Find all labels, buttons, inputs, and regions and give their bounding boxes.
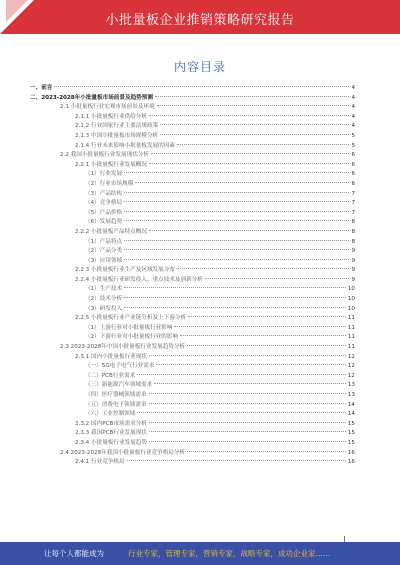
toc-leader-dots (135, 182, 349, 183)
toc-entry[interactable] (30, 381, 355, 391)
toc-entry-page: 10 (347, 286, 355, 293)
toc-entry-page: 11 (347, 344, 355, 351)
toc-entry-page: 16 (347, 449, 355, 456)
toc-leader-dots (124, 220, 349, 221)
toc-leader-dots (137, 412, 346, 413)
toc-entry-label: （1）生产技术 (85, 286, 123, 293)
toc-entry-page: 6 (351, 171, 355, 178)
toc-leader-dots (54, 86, 349, 87)
toc-entry-page: 16 (347, 459, 355, 466)
toc-entry-label: 二、2023-2028年小批量板市场前景及趋势预测 (30, 94, 153, 101)
toc-entry[interactable] (30, 84, 355, 94)
toc-entry-label: （二）PCB行业需求 (85, 372, 136, 379)
toc-leader-dots (149, 422, 346, 423)
toc-entry[interactable] (30, 372, 355, 382)
footer-slogan-right: 行业专家，管理专家，营销专家，战略专家，成功企业家…… (128, 549, 331, 558)
toc-leader-dots (124, 297, 346, 298)
toc-leader-dots (124, 307, 346, 308)
toc-entry-label: 2.3.2 国内PCB市场需求分析 (75, 420, 147, 427)
toc-entry-page: 9 (351, 248, 355, 255)
toc-entry-page: 4 (351, 85, 355, 91)
toc-entry[interactable] (30, 314, 355, 324)
toc-leader-dots (149, 230, 349, 231)
toc-entry[interactable] (30, 170, 355, 180)
toc-entry-label: 2.4 2023-2028年我国小批量板行业竞争格局分析 (60, 449, 186, 456)
toc-leader-dots (187, 451, 346, 452)
toc-entry-label: （3）产品结构 (85, 190, 123, 197)
toc-entry[interactable] (30, 439, 355, 449)
toc-entry[interactable] (30, 142, 355, 152)
toc-entry-label: 2.1.3 中国小批量板市场规模分析 (75, 132, 159, 139)
toc-leader-dots (180, 335, 346, 336)
toc-leader-dots (160, 134, 349, 135)
toc-entry[interactable] (30, 247, 355, 257)
toc-entry-page: 9 (351, 257, 355, 264)
toc-entry-label: 2.3 2023-2028年中国小批量板行业发展趋势分析 (60, 344, 186, 351)
header-bar (0, 0, 400, 34)
toc-entry-page: 10 (347, 296, 355, 303)
toc-entry-page: 14 (347, 401, 355, 408)
toc-entry[interactable] (30, 228, 355, 238)
toc-entry[interactable] (30, 305, 355, 315)
toc-entry-page: 6 (351, 180, 355, 187)
toc-leader-dots (149, 393, 346, 394)
toc-leader-dots (151, 153, 349, 154)
toc-entry-label: （1）行业发展 (85, 171, 123, 178)
toc-leader-dots (154, 383, 346, 384)
toc-entry-page: 13 (347, 392, 355, 398)
toc-leader-dots (149, 115, 349, 116)
toc-entry-label: 2.2.3 小批量板行业生产及区域发展分布 (75, 267, 175, 274)
toc-entry-label: （三）新能源汽车领域需求 (85, 382, 153, 389)
toc-entry-page: 12 (347, 363, 355, 370)
toc-leader-dots (174, 326, 345, 327)
toc-entry-page: 9 (351, 276, 355, 283)
toc-entry[interactable] (30, 113, 355, 123)
toc-entry-label: 2.4.1 行业竞争格局 (75, 459, 125, 466)
toc-entry-label: （2）技术分析 (85, 296, 123, 303)
toc-entry-label: （六）工业控制领域 (85, 411, 136, 418)
toc-entry-page: 7 (351, 190, 355, 197)
toc-entry-label: 2.2.4 小批量板行业研发投入、重点技术及创新分析 (75, 276, 203, 283)
toc-entry-page: 7 (351, 209, 355, 216)
toc-entry-label: （5）产品价格 (85, 209, 123, 216)
toc-entry-page: 15 (347, 439, 355, 446)
toc-entry-page: 8 (351, 238, 355, 245)
toc-entry-page: 4 (351, 104, 355, 111)
toc-entry-label: 2.2.2 小批量板产品特点概况 (75, 228, 147, 235)
footer-bar (0, 542, 400, 565)
toc-entry-page: 6 (351, 161, 355, 168)
toc-entry-page: 7 (351, 200, 355, 207)
toc-entry-label: （2）产品分类 (85, 248, 123, 255)
toc-entry[interactable] (30, 362, 355, 372)
toc-entry-label: （2）下游行业对小批量板行业的影响 (85, 334, 179, 341)
footer-slogan-left: 让每个人都能成为 (44, 549, 104, 558)
toc-entry-label: 2.3.3 我国PCB行业发展现状 (75, 430, 147, 437)
toc-leader-dots (124, 259, 349, 260)
toc-leader-dots (124, 240, 349, 241)
table-of-contents (30, 84, 355, 468)
toc-leader-dots (149, 355, 346, 356)
toc-entry[interactable] (30, 151, 355, 161)
toc-entry-label: （四）医疗器械领域需求 (85, 392, 147, 398)
toc-entry[interactable] (30, 199, 355, 209)
toc-leader-dots (137, 374, 346, 375)
toc-entry[interactable] (30, 103, 355, 113)
toc-leader-dots (177, 144, 350, 145)
toc-leader-dots (124, 249, 349, 250)
toc-entry-page: 5 (351, 132, 355, 139)
toc-entry-page: 15 (347, 420, 355, 427)
toc-entry[interactable] (30, 266, 355, 276)
toc-leader-dots (124, 192, 349, 193)
toc-leader-dots (149, 431, 346, 432)
toc-leader-dots (124, 172, 349, 173)
toc-entry-label: 2.2.5 小批量板行业产业链分析及上下游分析 (75, 315, 187, 322)
toc-entry[interactable] (30, 401, 355, 411)
toc-entry-page: 9 (351, 267, 355, 274)
toc-entry-label: （一）5G电子电气行业需求 (85, 363, 155, 370)
toc-entry[interactable] (30, 295, 355, 305)
document-title: 小批量板企业推销策略研究报告 (105, 13, 295, 28)
toc-leader-dots (149, 441, 346, 442)
toc-entry[interactable] (30, 180, 355, 190)
toc-entry[interactable] (30, 343, 355, 353)
toc-entry[interactable] (30, 94, 355, 104)
toc-entry[interactable] (30, 391, 355, 401)
toc-entry[interactable] (30, 161, 355, 171)
toc-leader-dots (177, 268, 350, 269)
toc-entry-label: （1）产品特点 (85, 238, 123, 245)
toc-entry[interactable] (30, 218, 355, 228)
toc-entry[interactable] (30, 449, 355, 459)
toc-entry-page: 14 (347, 411, 355, 418)
toc-entry-label: 2.1.2 行业国家行业主要法规政策 (75, 123, 159, 130)
toc-leader-dots (124, 201, 349, 202)
toc-leader-dots (188, 316, 346, 317)
toc-entry-label: （3）应用领域 (85, 257, 123, 264)
toc-entry[interactable] (30, 285, 355, 295)
toc-leader-dots (155, 96, 349, 97)
toc-entry-page: 8 (351, 219, 355, 226)
toc-leader-dots (124, 211, 349, 212)
toc-entry-page: 4 (351, 123, 355, 130)
toc-leader-dots (160, 124, 349, 125)
toc-entry[interactable] (30, 324, 355, 334)
toc-heading: 内容目录 (173, 60, 226, 74)
toc-entry-page: 11 (347, 334, 355, 341)
toc-entry[interactable] (30, 333, 355, 343)
toc-entry[interactable] (30, 420, 355, 430)
toc-entry[interactable] (30, 276, 355, 286)
toc-entry-label: 2.3.4 小批量板行业发展趋势 (75, 439, 147, 446)
toc-entry-page: 12 (347, 353, 355, 360)
toc-entry-page: 15 (347, 430, 355, 437)
toc-entry-label: （2）行业市场规模 (85, 180, 134, 187)
toc-entry[interactable] (30, 353, 355, 363)
toc-entry-label: 2.1.4 行业未来影响小批量板发展的因素 (75, 142, 175, 149)
toc-entry[interactable] (30, 209, 355, 219)
toc-entry-page: 6 (351, 152, 355, 159)
toc-entry[interactable] (30, 122, 355, 132)
toc-entry-page: 12 (347, 372, 355, 379)
toc-leader-dots (124, 287, 346, 288)
toc-entry-page: 4 (351, 113, 355, 120)
toc-leader-dots (205, 278, 350, 279)
toc-entry-page: 8 (351, 228, 355, 235)
toc-leader-dots (149, 163, 349, 164)
toc-entry[interactable] (30, 429, 355, 439)
toc-entry-label: 一、前言 (30, 85, 53, 91)
toc-entry-page: 10 (347, 305, 355, 312)
toc-entry-label: 2.1 小批量板行业宏观市场前景及环境 (60, 104, 155, 111)
toc-entry[interactable] (30, 132, 355, 142)
toc-entry-page: 5 (351, 142, 355, 149)
toc-entry-label: 2.3.1 国内小批量板行业现状 (75, 353, 147, 360)
toc-entry-label: （1）上游行业对小批量板行业影响 (85, 324, 173, 331)
toc-entry-label: （3）研发投入 (85, 305, 123, 312)
toc-entry-page: 13 (347, 382, 355, 389)
toc-leader-dots (187, 345, 346, 346)
toc-entry-page: 4 (351, 94, 355, 101)
toc-entry-page: 11 (347, 315, 355, 322)
toc-leader-dots (149, 403, 346, 404)
toc-entry-page: 11 (347, 324, 355, 331)
toc-entry-label: 2.1.1 小批量板行业供给分析 (75, 113, 147, 120)
toc-leader-dots (156, 364, 345, 365)
toc-leader-dots (127, 460, 346, 461)
toc-entry-label: （五）消费电子领域需求 (85, 401, 147, 408)
toc-entry[interactable] (30, 190, 355, 200)
toc-entry-label: （6）发展趋势 (85, 219, 123, 226)
toc-entry-label: （4）竞争格局 (85, 200, 123, 207)
toc-entry-label: 2.2 我国小批量板行业发展现状分析 (60, 152, 149, 159)
toc-entry[interactable] (30, 238, 355, 248)
toc-entry[interactable] (30, 410, 355, 420)
toc-leader-dots (157, 105, 350, 106)
toc-entry[interactable] (30, 257, 355, 267)
toc-entry-label: 2.2.1 小批量板行业发展概况 (75, 161, 147, 168)
toc-entry[interactable] (30, 458, 355, 468)
